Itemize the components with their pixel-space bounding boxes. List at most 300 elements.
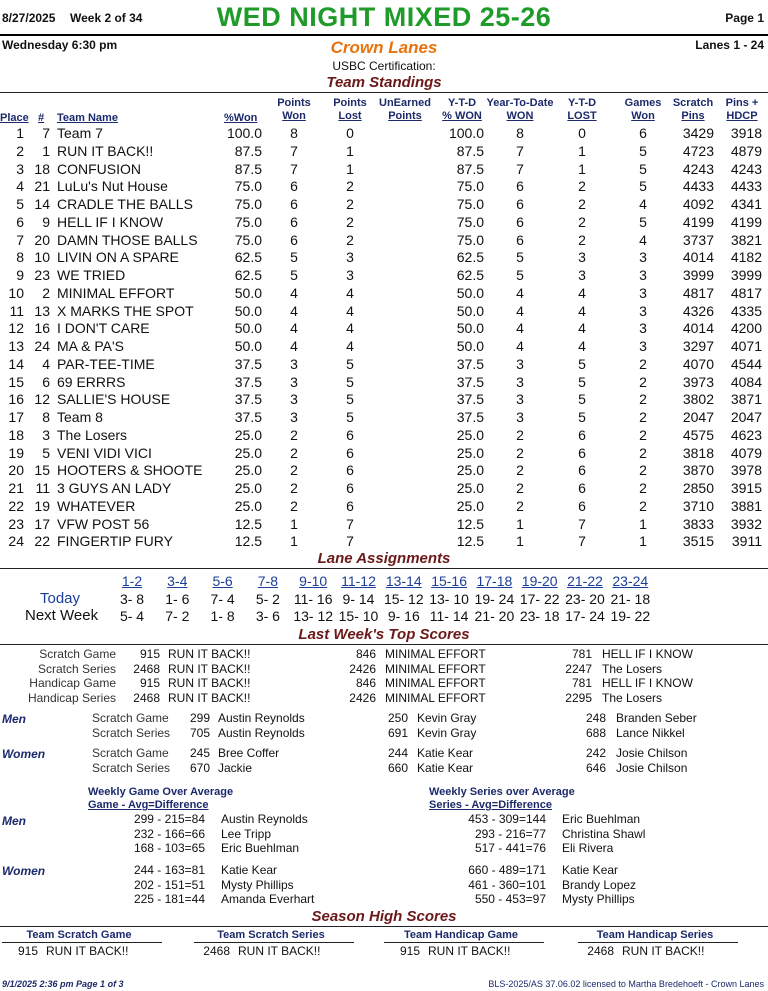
lane-pair-label: 7-8 bbox=[257, 573, 278, 589]
cell-games-won: 3 bbox=[639, 302, 647, 319]
cell-place: 15 bbox=[8, 373, 24, 390]
men-label: Men bbox=[2, 712, 26, 726]
hdr-team: Team Name bbox=[57, 112, 118, 124]
bowler-name: Eric Buehlman bbox=[221, 841, 300, 856]
cell-pins-hdcp: 3999 bbox=[730, 267, 762, 283]
cell-ytd-lost: 6 bbox=[578, 462, 586, 479]
difference: 453 - 309=144 bbox=[468, 812, 546, 826]
cell-ytd-won: 3 bbox=[516, 355, 524, 372]
standings-rule bbox=[0, 92, 768, 93]
cell-team: MINIMAL EFFORT bbox=[57, 284, 175, 301]
difference: 232 - 166=66 bbox=[133, 826, 205, 841]
cell-pins-hdcp: 4199 bbox=[730, 213, 762, 230]
cell-ytd-lost: 5 bbox=[578, 391, 586, 408]
table-row bbox=[0, 391, 768, 409]
today-assignment: 11- 16 bbox=[293, 591, 333, 607]
cell-points-won: 2 bbox=[290, 444, 298, 461]
difference: 299 - 215=84 bbox=[133, 812, 205, 826]
cell-ytd-pct: 62.5 bbox=[456, 249, 484, 266]
cell-ytd-pct: 37.5 bbox=[456, 391, 484, 408]
cell-num: 5 bbox=[42, 444, 50, 461]
cell-num: 3 bbox=[42, 426, 50, 443]
table-row bbox=[0, 480, 768, 498]
hdr-pins-hdcp: Pins + HDCP bbox=[725, 97, 759, 122]
lane-pair-label: 1-2 bbox=[121, 573, 143, 589]
cell-games-won: 5 bbox=[639, 178, 647, 195]
cell-ytd-won: 2 bbox=[516, 480, 524, 496]
cell-scratch-pins: 4243 bbox=[682, 160, 714, 177]
difference: 517 - 441=76 bbox=[474, 841, 546, 856]
cell-ytd-won: 3 bbox=[516, 373, 524, 390]
next-week-assignment: 15- 10 bbox=[338, 608, 379, 624]
team-name: MINIMAL EFFORT bbox=[385, 661, 486, 676]
today-assignment: 17- 22 bbox=[519, 591, 560, 607]
category-label: Scratch Series bbox=[37, 661, 116, 676]
cell-num: 12 bbox=[34, 391, 50, 408]
cell-scratch-pins: 3973 bbox=[682, 373, 714, 390]
team-name: RUN IT BACK!! bbox=[168, 661, 251, 676]
score: 242 bbox=[585, 746, 606, 760]
difference: 461 - 360=101 bbox=[468, 877, 546, 892]
bowler-name: Lance Nikkel bbox=[616, 725, 685, 740]
cell-points-won: 2 bbox=[290, 480, 298, 496]
cell-team: RUN IT BACK!! bbox=[57, 142, 154, 159]
cell-ytd-won: 6 bbox=[516, 196, 524, 212]
cell-points-lost: 6 bbox=[346, 480, 354, 496]
category-label: Scratch Series bbox=[92, 725, 171, 740]
lane-pair-label: 13-14 bbox=[385, 573, 422, 589]
cell-num: 21 bbox=[34, 178, 50, 195]
cell-ytd-pct: 75.0 bbox=[456, 196, 484, 212]
cell-place: 24 bbox=[8, 533, 24, 550]
cell-points-lost: 2 bbox=[346, 178, 354, 195]
cell-points-lost: 3 bbox=[346, 267, 354, 283]
cell-place: 11 bbox=[9, 302, 24, 319]
cell-place: 7 bbox=[16, 231, 24, 248]
cell-pctwon: 87.5 bbox=[234, 160, 262, 177]
cell-ytd-pct: 87.5 bbox=[456, 160, 484, 177]
page-number: Page 1 bbox=[725, 11, 764, 25]
cell-scratch-pins: 4092 bbox=[682, 196, 714, 212]
team-name: The Losers bbox=[602, 661, 663, 676]
cell-scratch-pins: 4070 bbox=[682, 355, 714, 372]
cell-ytd-won: 6 bbox=[516, 178, 524, 195]
cell-team: LuLu's Nut House bbox=[57, 178, 168, 195]
cell-ytd-pct: 62.5 bbox=[456, 267, 484, 283]
cell-points-lost: 2 bbox=[346, 213, 354, 230]
cell-points-lost: 5 bbox=[346, 373, 354, 390]
cell-pctwon: 25.0 bbox=[234, 497, 262, 514]
cell-ytd-pct: 37.5 bbox=[456, 409, 484, 425]
cell-pctwon: 75.0 bbox=[234, 231, 262, 248]
cell-scratch-pins: 3818 bbox=[682, 444, 714, 461]
cell-ytd-won: 6 bbox=[516, 213, 524, 230]
cell-ytd-pct: 75.0 bbox=[456, 213, 484, 230]
cell-num: 19 bbox=[34, 497, 50, 514]
cell-pins-hdcp: 3911 bbox=[731, 533, 762, 550]
next-week-assignment: 9- 16 bbox=[387, 608, 420, 624]
cell-points-won: 5 bbox=[290, 249, 298, 266]
hdr-points-lost: Points Lost bbox=[333, 97, 367, 122]
cell-pctwon: 62.5 bbox=[234, 249, 262, 266]
today-assignment: 15- 12 bbox=[383, 591, 424, 607]
cell-games-won: 3 bbox=[639, 320, 647, 337]
cell-games-won: 2 bbox=[639, 391, 647, 408]
cell-ytd-lost: 4 bbox=[578, 338, 586, 354]
cell-ytd-won: 1 bbox=[516, 515, 524, 532]
cell-ytd-lost: 5 bbox=[578, 373, 586, 390]
cell-ytd-pct: 75.0 bbox=[456, 178, 484, 195]
season-category: Team Handicap Series bbox=[596, 929, 714, 941]
today-assignment: 7- 4 bbox=[210, 591, 235, 607]
difference: 244 - 163=81 bbox=[133, 863, 205, 877]
season-category: Team Scratch Game bbox=[26, 929, 132, 941]
cell-points-lost: 6 bbox=[346, 497, 354, 514]
team-name: The Losers bbox=[602, 690, 663, 705]
cell-points-won: 2 bbox=[290, 426, 298, 443]
score: 2426 bbox=[349, 661, 376, 676]
cell-ytd-lost: 3 bbox=[578, 267, 586, 283]
cell-scratch-pins: 4326 bbox=[682, 302, 714, 319]
cell-points-lost: 6 bbox=[346, 462, 354, 479]
cell-ytd-lost: 3 bbox=[578, 249, 586, 266]
cell-ytd-won: 4 bbox=[516, 284, 524, 301]
cell-ytd-lost: 1 bbox=[578, 142, 586, 159]
cell-games-won: 2 bbox=[639, 355, 647, 372]
cell-num: 1 bbox=[42, 142, 50, 159]
score: 250 bbox=[387, 711, 408, 725]
cell-pins-hdcp: 3918 bbox=[730, 125, 762, 141]
cell-ytd-pct: 25.0 bbox=[456, 480, 484, 496]
cell-pins-hdcp: 3821 bbox=[730, 231, 762, 248]
cell-scratch-pins: 3515 bbox=[682, 533, 714, 550]
cell-pins-hdcp: 4071 bbox=[730, 338, 762, 354]
cell-pctwon: 25.0 bbox=[234, 480, 262, 496]
next-week-assignment: 13- 12 bbox=[293, 608, 334, 624]
cell-games-won: 2 bbox=[639, 426, 647, 443]
today-assignment: 19- 24 bbox=[474, 591, 515, 607]
cell-team: CRADLE THE BALLS bbox=[57, 196, 193, 212]
score: 915 bbox=[139, 647, 160, 661]
cell-num: 14 bbox=[34, 196, 50, 212]
cell-ytd-pct: 50.0 bbox=[456, 320, 484, 337]
table-row bbox=[0, 303, 768, 321]
table-row bbox=[0, 320, 768, 338]
women-label: Women bbox=[2, 747, 46, 761]
team-name: MINIMAL EFFORT bbox=[385, 676, 486, 691]
cell-games-won: 2 bbox=[639, 497, 647, 514]
season-team: RUN IT BACK!! bbox=[46, 944, 129, 958]
category-label: Scratch Game bbox=[92, 711, 169, 725]
league-title: WED NIGHT MIXED 25-26 bbox=[216, 2, 552, 32]
cell-games-won: 3 bbox=[639, 267, 647, 283]
cell-scratch-pins: 3802 bbox=[682, 391, 714, 408]
hdr-place: Place bbox=[0, 112, 29, 124]
cell-points-won: 8 bbox=[290, 125, 298, 141]
table-row bbox=[0, 409, 768, 427]
next-week-assignment: 19- 22 bbox=[610, 608, 651, 624]
cell-games-won: 5 bbox=[639, 142, 647, 159]
season-score: 915 bbox=[17, 944, 38, 958]
bowler-name: Branden Seber bbox=[616, 711, 697, 725]
cell-points-lost: 2 bbox=[346, 196, 354, 212]
cell-points-lost: 5 bbox=[346, 391, 354, 408]
hdr-ytd-lost: Y-T-D LOST bbox=[567, 97, 597, 122]
score: 846 bbox=[355, 647, 376, 661]
cell-pctwon: 50.0 bbox=[234, 320, 262, 337]
table-row bbox=[0, 427, 768, 445]
bowler-name: Katie Kear bbox=[417, 760, 474, 775]
cell-team: Team 8 bbox=[57, 409, 103, 425]
next-week-assignment: 3- 6 bbox=[255, 608, 280, 624]
cell-points-lost: 3 bbox=[346, 249, 354, 266]
cell-ytd-won: 3 bbox=[516, 409, 524, 425]
cell-ytd-lost: 0 bbox=[578, 125, 586, 141]
next-week-assignment: 7- 2 bbox=[165, 608, 190, 624]
cell-ytd-won: 2 bbox=[516, 462, 524, 479]
lanes-rule bbox=[0, 568, 768, 569]
bowler-name: Austin Reynolds bbox=[221, 812, 308, 826]
cell-points-won: 2 bbox=[290, 497, 298, 514]
category-label: Scratch Game bbox=[92, 746, 169, 760]
team-name: HELL IF I KNOW bbox=[602, 676, 693, 691]
table-row bbox=[0, 356, 768, 374]
cell-team: Team 7 bbox=[57, 125, 103, 141]
cell-ytd-pct: 12.5 bbox=[456, 515, 484, 532]
hdr-unearned: UnEarned Points bbox=[379, 97, 431, 122]
cell-points-lost: 1 bbox=[346, 142, 354, 159]
score: 299 bbox=[189, 711, 210, 725]
cell-points-lost: 5 bbox=[346, 409, 354, 425]
men-avg-label: Men bbox=[2, 814, 26, 828]
table-row bbox=[0, 374, 768, 392]
footer-left: 9/1/2025 2:36 pm Page 1 of 3 bbox=[2, 979, 124, 989]
cell-pins-hdcp: 4182 bbox=[730, 249, 762, 266]
cell-ytd-won: 2 bbox=[516, 497, 524, 514]
cell-games-won: 2 bbox=[639, 480, 647, 496]
day-time: Wednesday 6:30 pm bbox=[2, 38, 118, 52]
cell-pctwon: 12.5 bbox=[234, 515, 262, 532]
hdr-games-won: Games Won bbox=[624, 97, 662, 122]
cell-games-won: 2 bbox=[639, 373, 647, 390]
cell-num: 13 bbox=[34, 302, 50, 319]
score: 846 bbox=[355, 676, 376, 691]
cell-pctwon: 87.5 bbox=[234, 142, 262, 159]
cell-points-won: 3 bbox=[290, 391, 298, 408]
cell-place: 21 bbox=[8, 480, 24, 496]
table-row bbox=[0, 516, 768, 534]
cell-games-won: 6 bbox=[639, 125, 647, 141]
cell-points-won: 5 bbox=[290, 267, 298, 283]
cell-ytd-lost: 4 bbox=[578, 284, 586, 301]
cell-place: 14 bbox=[8, 355, 24, 372]
cell-ytd-lost: 5 bbox=[578, 355, 586, 372]
next-week-assignment: 5- 4 bbox=[119, 608, 145, 624]
cell-ytd-lost: 7 bbox=[578, 515, 586, 532]
today-assignment: 1- 6 bbox=[165, 591, 190, 607]
week-label: Week 2 of 34 bbox=[70, 11, 143, 25]
cell-place: 20 bbox=[8, 462, 24, 479]
cell-team: X MARKS THE SPOT bbox=[57, 302, 194, 319]
bowler-name: Jackie bbox=[218, 760, 253, 775]
cell-ytd-pct: 87.5 bbox=[456, 142, 484, 159]
cell-pins-hdcp: 4544 bbox=[730, 355, 762, 372]
score: 2295 bbox=[565, 690, 592, 705]
hdr-points-won: Points Won bbox=[277, 97, 311, 122]
score: 248 bbox=[585, 711, 606, 725]
cell-ytd-lost: 6 bbox=[578, 444, 586, 461]
bowler-name: Mysty Phillips bbox=[221, 877, 294, 892]
lane-pair-label: 21-22 bbox=[567, 573, 603, 589]
cell-ytd-lost: 4 bbox=[578, 302, 586, 319]
season-underline bbox=[578, 942, 738, 943]
table-row bbox=[0, 249, 768, 267]
footer-right: BLS-2025/AS 37.06.02 licensed to Martha Bredehoeft - Crown Lanes bbox=[488, 979, 764, 989]
cell-games-won: 4 bbox=[639, 196, 647, 212]
today-label: Today bbox=[40, 590, 81, 607]
cell-points-won: 6 bbox=[290, 231, 298, 248]
cell-place: 19 bbox=[8, 444, 24, 461]
cell-points-won: 1 bbox=[290, 515, 298, 532]
cell-ytd-lost: 7 bbox=[578, 533, 586, 550]
next-week-assignment: 21- 20 bbox=[474, 608, 515, 624]
cell-ytd-won: 8 bbox=[516, 125, 524, 141]
team-name: RUN IT BACK!! bbox=[168, 676, 251, 691]
cell-place: 1 bbox=[16, 125, 24, 141]
cell-pins-hdcp: 3932 bbox=[730, 515, 762, 532]
bowler-name: Josie Chilson bbox=[616, 746, 688, 760]
lane-pair-label: 23-24 bbox=[612, 573, 649, 589]
cell-team: DAMN THOSE BALLS bbox=[57, 231, 198, 248]
cell-pins-hdcp: 4243 bbox=[730, 160, 762, 177]
cell-num: 16 bbox=[34, 320, 50, 337]
cell-scratch-pins: 4433 bbox=[682, 178, 714, 195]
usbc-cert: USBC Certification: bbox=[332, 59, 436, 73]
cell-place: 18 bbox=[8, 426, 24, 443]
cell-team: WE TRIED bbox=[57, 267, 126, 283]
cell-place: 8 bbox=[16, 249, 24, 266]
cell-scratch-pins: 3833 bbox=[682, 515, 714, 532]
today-assignment: 13- 10 bbox=[429, 591, 469, 607]
cell-pins-hdcp: 4200 bbox=[730, 320, 762, 337]
table-row bbox=[0, 285, 768, 303]
lanes-range: Lanes 1 - 24 bbox=[695, 38, 764, 52]
cell-pins-hdcp: 3871 bbox=[730, 391, 762, 408]
cell-ytd-won: 5 bbox=[516, 249, 524, 266]
today-assignment: 5- 2 bbox=[255, 591, 280, 607]
table-row bbox=[0, 338, 768, 356]
cell-games-won: 1 bbox=[639, 533, 647, 550]
table-row bbox=[0, 445, 768, 463]
cell-ytd-won: 1 bbox=[516, 533, 524, 550]
cell-scratch-pins: 4817 bbox=[682, 284, 714, 301]
cell-scratch-pins: 4014 bbox=[682, 320, 714, 337]
cell-place: 9 bbox=[16, 267, 24, 283]
cell-games-won: 2 bbox=[639, 462, 647, 479]
cell-pctwon: 50.0 bbox=[234, 302, 262, 319]
cell-team: I DON'T CARE bbox=[57, 320, 150, 337]
lane-pair-label: 9-10 bbox=[299, 573, 328, 589]
category-label: Handicap Game bbox=[29, 676, 116, 691]
next-week-label: Next Week bbox=[25, 607, 99, 624]
header-rule bbox=[0, 34, 768, 36]
score: 244 bbox=[387, 746, 408, 760]
cell-games-won: 1 bbox=[639, 515, 647, 532]
cell-pins-hdcp: 3881 bbox=[730, 497, 762, 514]
cell-pctwon: 75.0 bbox=[234, 196, 262, 212]
cell-num: 24 bbox=[34, 338, 50, 354]
cell-points-won: 4 bbox=[290, 320, 298, 337]
table-row bbox=[0, 161, 768, 179]
score: 705 bbox=[189, 725, 210, 740]
cell-team: VENI VIDI VICI bbox=[57, 444, 152, 461]
next-week-assignment: 1- 8 bbox=[210, 608, 235, 624]
cell-points-won: 3 bbox=[290, 409, 298, 425]
cell-ytd-lost: 6 bbox=[578, 497, 586, 514]
cell-ytd-lost: 2 bbox=[578, 231, 586, 248]
table-row bbox=[0, 125, 768, 143]
next-week-assignment: 17- 24 bbox=[565, 608, 605, 624]
season-team: RUN IT BACK!! bbox=[622, 944, 705, 958]
cell-points-won: 2 bbox=[290, 462, 298, 479]
cell-team: CONFUSION bbox=[57, 160, 141, 177]
cell-pctwon: 75.0 bbox=[234, 213, 262, 230]
cell-pins-hdcp: 3915 bbox=[730, 480, 762, 496]
season-underline bbox=[384, 942, 544, 943]
cell-scratch-pins: 4014 bbox=[682, 249, 714, 266]
bowler-name: Mysty Phillips bbox=[562, 892, 635, 907]
cell-scratch-pins: 2047 bbox=[682, 409, 714, 425]
lane-pair-label: 11-12 bbox=[341, 573, 376, 589]
hdr-pctwon: %Won bbox=[224, 112, 258, 124]
score: 781 bbox=[571, 647, 592, 661]
cell-team: PAR-TEE-TIME bbox=[57, 355, 155, 372]
cell-pins-hdcp: 2047 bbox=[730, 409, 762, 425]
cell-team: HELL IF I KNOW bbox=[57, 213, 164, 230]
cell-ytd-won: 2 bbox=[516, 426, 524, 443]
cell-pins-hdcp: 4335 bbox=[730, 302, 762, 319]
cell-ytd-pct: 25.0 bbox=[456, 444, 484, 461]
cell-ytd-won: 6 bbox=[516, 231, 524, 248]
table-row bbox=[0, 533, 768, 551]
next-week-assignment: 23- 18 bbox=[519, 608, 560, 624]
cell-num: 9 bbox=[42, 213, 50, 230]
table-row bbox=[0, 178, 768, 196]
cell-pctwon: 50.0 bbox=[234, 284, 262, 301]
table-row bbox=[0, 214, 768, 232]
cell-team: The Losers bbox=[57, 426, 128, 443]
bowler-name: Bree Coffer bbox=[218, 746, 280, 760]
cell-games-won: 5 bbox=[639, 160, 647, 177]
lane-pair-label: 15-16 bbox=[431, 573, 467, 589]
bowler-name: Christina Shawl bbox=[562, 826, 646, 841]
cell-games-won: 5 bbox=[639, 213, 647, 230]
cell-points-lost: 7 bbox=[346, 515, 354, 532]
today-assignment: 9- 14 bbox=[342, 591, 375, 607]
series-avg-header: Weekly Series over Average Series - Avg=Difference bbox=[429, 786, 575, 811]
cell-ytd-pct: 25.0 bbox=[456, 426, 484, 443]
cell-pctwon: 37.5 bbox=[234, 373, 262, 390]
cell-scratch-pins: 3737 bbox=[682, 231, 714, 248]
cell-num: 11 bbox=[35, 480, 50, 496]
cell-ytd-lost: 5 bbox=[578, 409, 586, 425]
cell-pins-hdcp: 4433 bbox=[730, 178, 762, 195]
bowler-name: Kevin Gray bbox=[417, 725, 477, 740]
table-row bbox=[0, 462, 768, 480]
score: 660 bbox=[387, 760, 408, 775]
topscores-rule bbox=[0, 644, 768, 645]
bowler-name: Eli Rivera bbox=[562, 841, 614, 856]
